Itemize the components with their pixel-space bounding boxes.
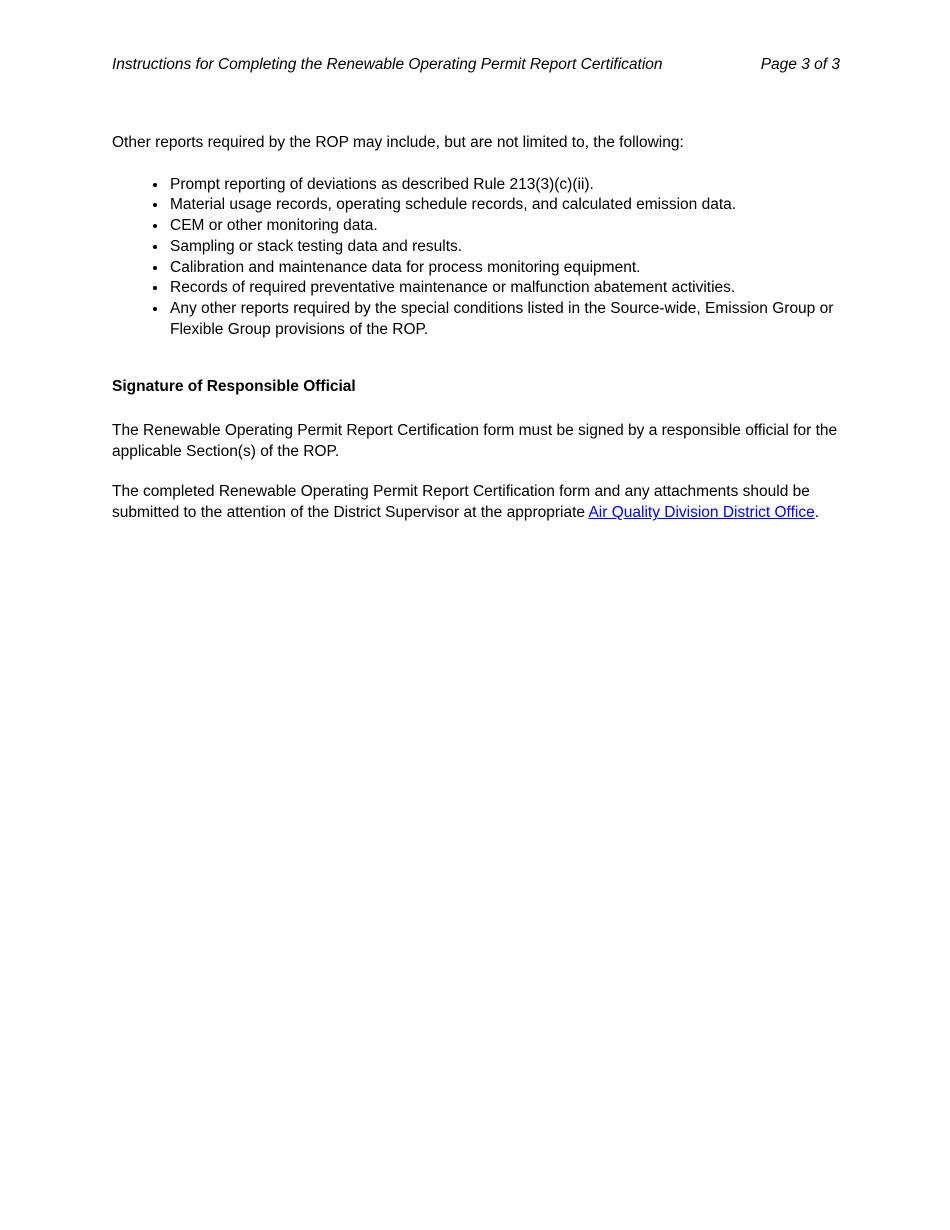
page-header: [112, 57, 840, 73]
header-title: Instructions for Completing the Renewable Operating Permit Report Certification: [112, 56, 663, 73]
section-heading-signature: Signature of Responsible Official: [112, 378, 356, 396]
submission-text-after-link: .: [814, 504, 820, 522]
signature-paragraph: The Renewable Operating Permit Report Certification form must be signed by a responsible official for the applicable Section(s) of the ROP.: [112, 422, 838, 460]
bullet-item: • Material usage records, operating schedule records, and calculated emission data.: [168, 195, 840, 216]
bullet-item: • Prompt reporting of deviations as described Rule 213(3)(c)(ii).: [168, 175, 840, 196]
bullet-item: • Records of required preventative maintenance or malfunction abatement activities.: [168, 278, 840, 299]
report-types-list: [112, 175, 840, 341]
page-number: Page 3 of 3: [760, 56, 840, 73]
bullet-item: • Calibration and maintenance data for process monitoring equipment.: [168, 258, 840, 279]
bullet-item: • CEM or other monitoring data.: [168, 216, 840, 237]
intro-paragraph: Other reports required by the ROP may include, but are not limited to, the following:: [112, 134, 684, 151]
bullet-item: • Sampling or stack testing data and results.: [168, 237, 840, 258]
submission-paragraph: [112, 482, 840, 523]
submission-text-before-link: The completed Renewable Operating Permit Report Certification form and any attachments should be submitted to the attention of the District Supervisor at the appropriate: [112, 483, 810, 522]
bullet-item: • Any other reports required by the special conditions listed in the Source-wide, Emission Group or Flexible Group provisions of the ROP.: [168, 299, 840, 340]
air-quality-division-district-office-link[interactable]: Air Quality Division District Office: [588, 504, 815, 522]
